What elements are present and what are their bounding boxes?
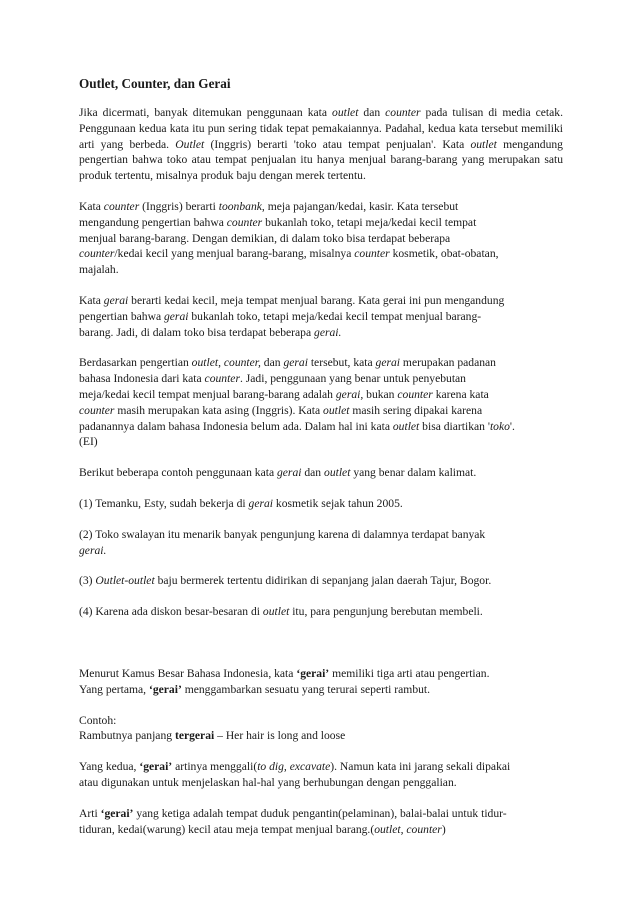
document-page bbox=[79, 76, 563, 837]
text-line: mengandung pengertian bahwa counter bukanlah toko, tetapi meja/kedai kecil tempat bbox=[79, 215, 477, 229]
paragraph-conclusion bbox=[79, 355, 563, 450]
term-counter: counter bbox=[79, 247, 115, 261]
text-line: Yang kedua, ‘gerai’ artinya menggali(to dig, excavate). Namun kata ini jarang sekali dipakai bbox=[79, 760, 511, 774]
term-outlet: outlet bbox=[470, 137, 497, 151]
paragraph-second-meaning bbox=[79, 759, 563, 791]
term-counter: counter bbox=[226, 215, 263, 229]
paragraph-examples-intro: Berikut beberapa contoh penggunaan kata gerai dan outlet yang benar dalam kalimat. bbox=[79, 466, 477, 480]
term-counter: counter bbox=[354, 247, 390, 261]
text-line: pengertian bahwa gerai bukanlah toko, tetapi meja/kedai kecil tempat menjual barang- bbox=[79, 309, 482, 323]
paragraph-kbbi bbox=[79, 666, 563, 698]
text-run: dan bbox=[358, 106, 386, 119]
example-2 bbox=[79, 527, 563, 559]
paragraph-third-meaning bbox=[79, 806, 563, 838]
term-gerai: gerai bbox=[103, 293, 129, 307]
document-title: Outlet, Counter, dan Gerai bbox=[79, 76, 231, 91]
term-tergerai: tergerai bbox=[174, 729, 215, 743]
text-line: Contoh: bbox=[79, 713, 117, 727]
term-gerai-bold: ‘gerai’ bbox=[296, 666, 330, 680]
text-run: pada tulisan di media cetak. Penggunaan kedua kata itu pun sering tidak tepat pemakaiannya. Padahal, kedua kata tersebut memiliki arti yang berbeda. bbox=[79, 106, 563, 151]
term-counter: counter bbox=[103, 199, 140, 213]
paragraph-gerai bbox=[79, 293, 563, 340]
text-run: mengandung pengertian bahwa toko atau tempat penjualan itu hanya menjual barang-barang yang merupakan satu produk tertentu, misalnya produk baju dengan merek tertentu. bbox=[79, 137, 563, 183]
term-gerai-bold: ‘gerai’ bbox=[148, 682, 182, 696]
paragraph-counter bbox=[79, 199, 563, 278]
text-line: majalah. bbox=[79, 263, 119, 277]
text-line: Arti ‘gerai’ yang ketiga adalah tempat duduk pengantin(pelaminan), balai-balai untuk tidur- bbox=[79, 806, 507, 820]
text-line: Rambutnya panjang tergerai – Her hair is long and loose bbox=[79, 729, 346, 743]
text-line: Berdasarkan pengertian outlet, counter, dan gerai tersebut, kata gerai merupakan padanan bbox=[79, 356, 496, 370]
paragraph-intro bbox=[79, 105, 563, 184]
example-4: (4) Karena ada diskon besar-besaran di outlet itu, para pengunjung berebutan membeli. bbox=[79, 605, 483, 619]
text-line: Menurut Kamus Besar Bahasa Indonesia, kata ‘gerai’ memiliki tiga arti atau pengertian. bbox=[79, 666, 490, 680]
text-line: barang. Jadi, di dalam toko bisa terdapat beberapa gerai. bbox=[79, 325, 342, 339]
term-gerai: gerai bbox=[163, 309, 189, 323]
text-line: padanannya dalam bahasa Indonesia belum ada. Dalam hal ini kata outlet bisa diartikan 'toko'. bbox=[79, 419, 515, 433]
text-run: (Inggris) berarti 'toko atau tempat penjualan'. Kata bbox=[204, 137, 471, 151]
text-line: (2) Toko swalayan itu menarik banyak pengunjung karena di dalamnya terdapat banyak bbox=[79, 527, 486, 541]
text-line: (EI) bbox=[79, 435, 98, 449]
term-outlet: outlet bbox=[332, 106, 359, 119]
text-line: Kata gerai berarti kedai kecil, meja tempat menjual barang. Kata gerai ini pun mengandung bbox=[79, 293, 505, 307]
term-outlet: Outlet bbox=[175, 137, 205, 151]
text-line: meja/kedai kecil tempat menjual barang-barang adalah gerai, bukan counter karena kata bbox=[79, 387, 489, 401]
text-line: menjual barang-barang. Dengan demikian, di dalam toko bisa terdapat beberapa bbox=[79, 231, 451, 245]
paragraph-example-hair bbox=[79, 713, 563, 745]
text-line: atau digunakan untuk menjelaskan hal-hal yang berhubungan dengan penggalian. bbox=[79, 775, 457, 789]
text-line: counter/kedai kecil yang menjual barang-barang, misalnya counter kosmetik, obat-obatan, bbox=[79, 247, 499, 261]
term-gerai: gerai. bbox=[314, 325, 342, 339]
example-1: (1) Temanku, Esty, sudah bekerja di gerai kosmetik sejak tahun 2005. bbox=[79, 496, 403, 510]
text-line: Yang pertama, ‘gerai’ menggambarkan sesuatu yang terurai seperti rambut. bbox=[79, 682, 431, 696]
term-counter: counter bbox=[385, 106, 421, 119]
example-3: (3) Outlet-outlet baju bermerek tertentu didirikan di sepanjang jalan daerah Tajur, Bogor. bbox=[79, 574, 492, 588]
text-line: bahasa Indonesia dari kata counter. Jadi, penggunaan yang benar untuk penyebutan bbox=[79, 372, 466, 386]
term-toonbank: toonbank bbox=[218, 199, 262, 213]
text-line: gerai. bbox=[79, 543, 107, 557]
text-run: Jika dicermati, banyak ditemukan penggunaan kata bbox=[79, 106, 333, 119]
text-line: Kata counter (Inggris) berarti toonbank, meja pajangan/kedai, kasir. Kata tersebut bbox=[79, 199, 459, 213]
text-line: tiduran, kedai(warung) kecil atau meja tempat menjual barang.(outlet, counter) bbox=[79, 822, 446, 836]
text-line: counter masih merupakan kata asing (Inggris). Kata outlet masih sering dipakai karena bbox=[79, 403, 483, 417]
